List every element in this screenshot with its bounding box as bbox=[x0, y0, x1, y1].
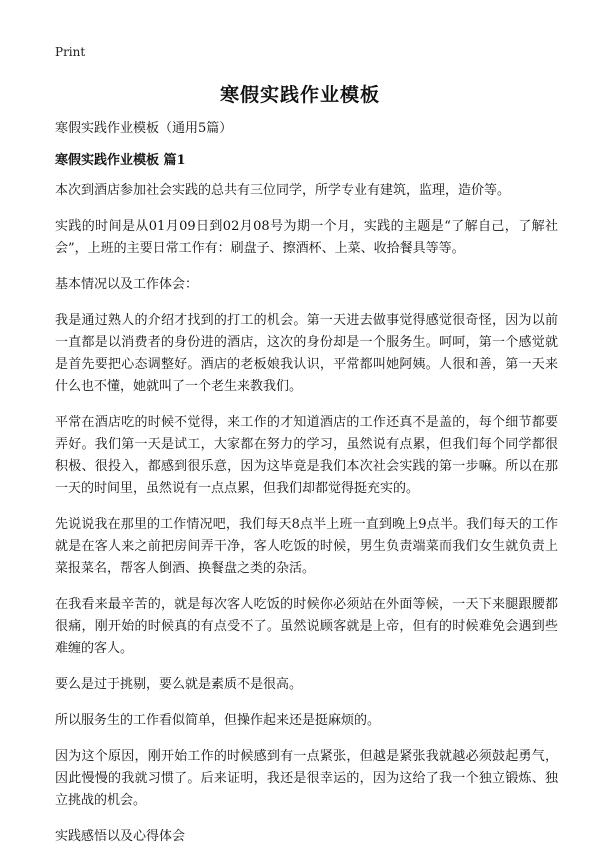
section-heading: 寒假实践作业模板 篇1 bbox=[55, 153, 186, 168]
paragraph: 在我看来最辛苦的，就是每次客人吃饭的时候你必须站在外面等候，一天下来腿跟腰都很痛，刚开始的时候真的有点受不了。虽然说顾客就是上帝，但有的时候难免会遇到些难缠的客人。 bbox=[55, 597, 558, 656]
paragraph: 我是通过熟人的介绍才找到的打工的机会。第一天进去做事觉得感觉很奇怪，因为以前一直都是以消费者的身份进的酒店，这次的身份却是一个服务生。呵呵，第一个感觉就是首先要把心态调整好。酒店的老板娘我认识，平常都叫她阿姨。人很和善，第一天来什么也不懂，她就叫了一个老生来教我们。 bbox=[55, 313, 558, 394]
document-title: 寒假实践作业模板 bbox=[219, 84, 380, 106]
paragraph: 要么是过于挑剔，要么就是素质不是很高。 bbox=[55, 677, 303, 692]
document-body bbox=[55, 118, 558, 862]
paragraph: 所以服务生的工作看似简单，但操作起来还是挺麻烦的。 bbox=[55, 713, 381, 728]
document-subtitle: 寒假实践作业模板（通用5篇） bbox=[55, 121, 233, 136]
paragraph: 实践的时间是从01月09日到02月08号为期一个月，实践的主题是“了解自己，了解社会”，上班的主要日常工作有：刷盘子、擦酒杯、上菜、收拾餐具等等。 bbox=[55, 219, 558, 256]
paragraph: 本次到酒店参加社会实践的总共有三位同学，所学专业有建筑，监理，造价等。 bbox=[55, 183, 511, 198]
paragraph: 平常在酒店吃的时候不觉得，来工作的才知道酒店的工作还真不是盖的，每个细节都要弄好。我们第一天是试工，大家都在努力的学习，虽然说有点累，但我们每个同学都很积极、很投入，都感到很乐意，因为这毕竟是我们本次社会实践的第一步嘛。所以在那一天的时间里，虽然说有一点点累，但我们却都觉得挺充实的。 bbox=[55, 415, 558, 496]
paragraph: 因为这个原因，刚开始工作的时候感到有一点紧张，但越是紧张我就越必须鼓起勇气，因此慢慢的我就习惯了。后来证明，我还是很幸运的，因为这给了我一个独立锻炼、独立挑战的机会。 bbox=[55, 749, 558, 808]
paragraph: 基本情况以及工作体会： bbox=[55, 277, 199, 292]
paragraph: 先说说我在那里的工作情况吧，我们每天8点半上班一直到晚上9点半。我们每天的工作就是在客人来之前把房间弄干净，客人吃饭的时候，男生负责端菜而我们女生就负责上菜报菜名，帮客人倒酒、换餐盘之类的杂活。 bbox=[55, 517, 558, 576]
print-link[interactable]: Print bbox=[55, 45, 86, 59]
paragraph: 实践感悟以及心得体会 bbox=[55, 829, 186, 844]
